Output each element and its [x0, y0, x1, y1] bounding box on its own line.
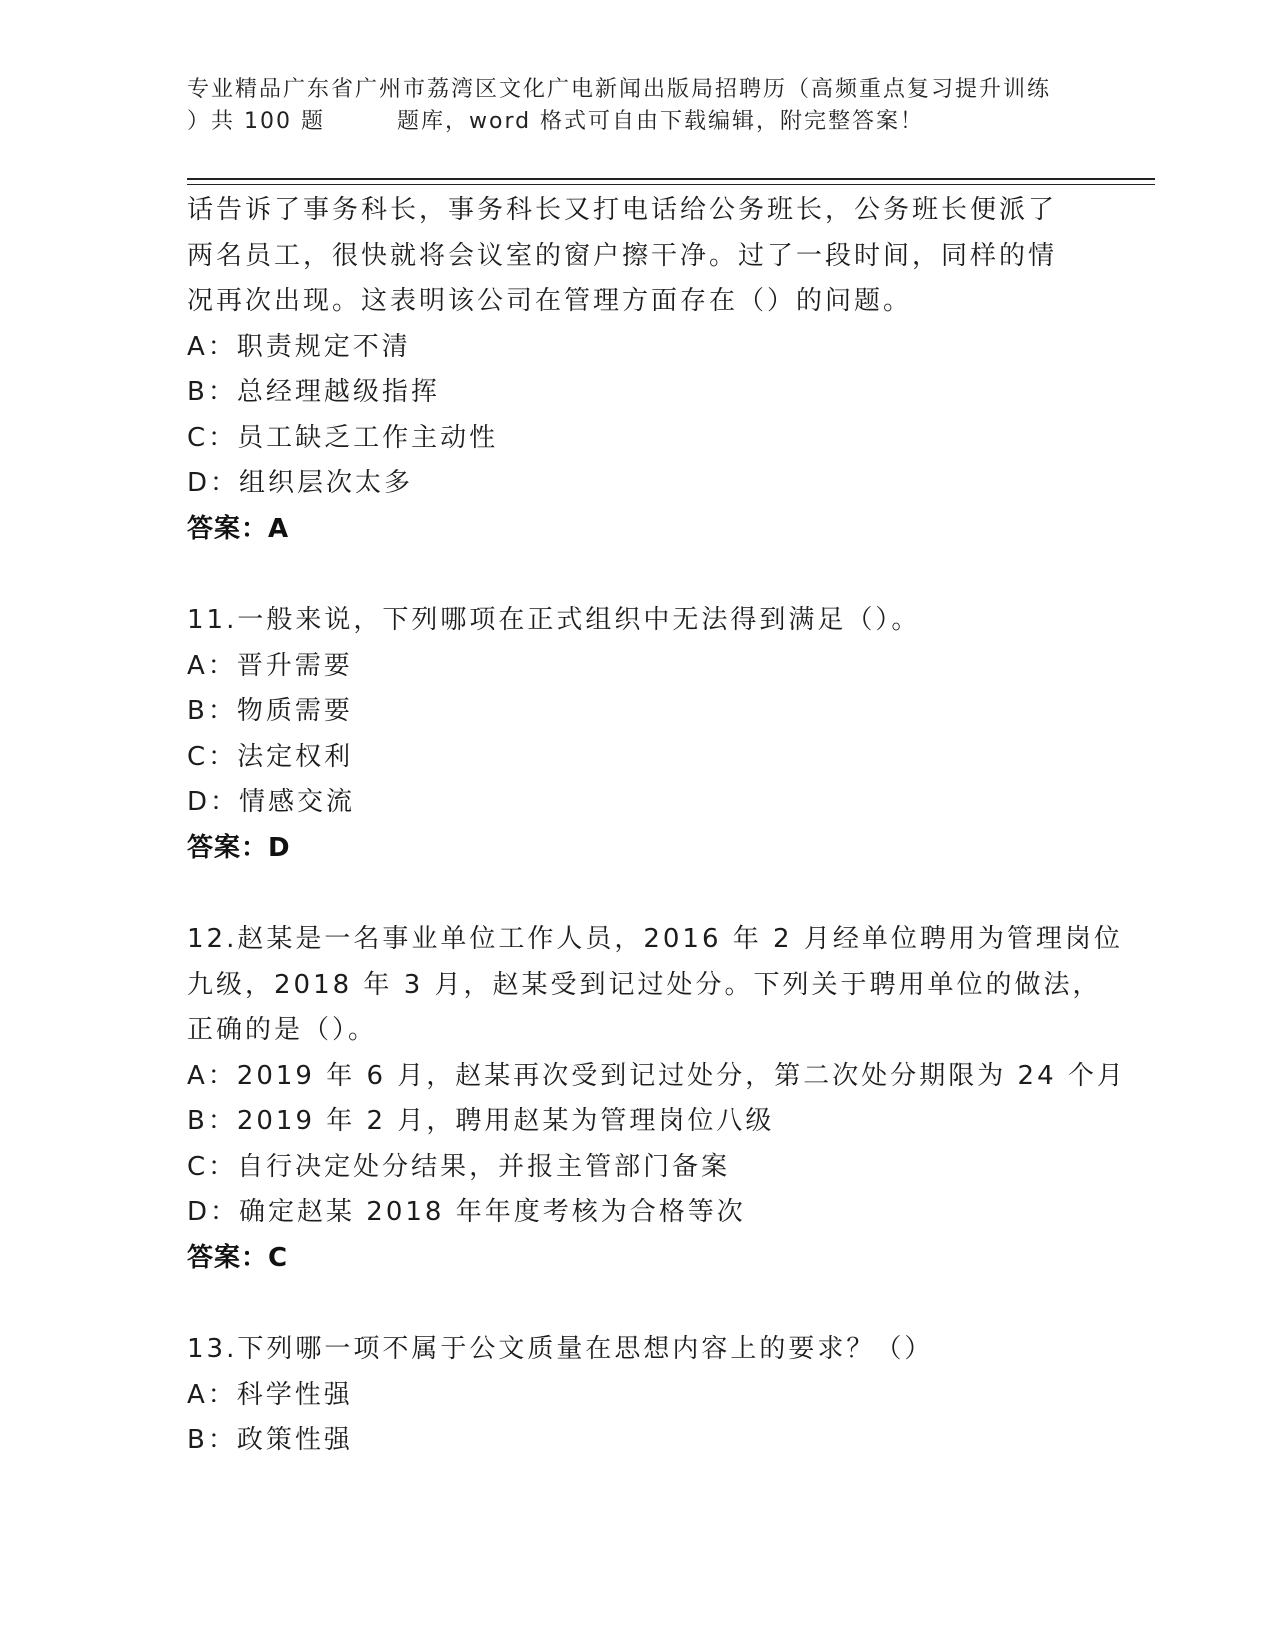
option-b: B：总经理越级指挥 — [187, 377, 440, 407]
header-rule-thick — [187, 178, 1155, 180]
option-c: C：员工缺乏工作主动性 — [187, 422, 499, 453]
question-stem: 况再次出现。这表明该公司在管理方面存在（）的问题。 — [187, 286, 913, 316]
option-a: A：职责规定不清 — [187, 331, 411, 362]
answer-line: 答案：A — [187, 513, 290, 544]
answer-line: 答案：C — [187, 1242, 289, 1273]
option-c: C：法定权利 — [187, 741, 354, 772]
header-note: 题库，word 格式可自由下载编辑，附完整答案！ — [396, 109, 925, 134]
header-count: ）共 100 题 — [187, 109, 325, 134]
question-stem: 九级，2018 年 3 月，赵某受到记过处分。下列关于聘用单位的做法， — [187, 969, 1102, 1000]
option-a: A：2019 年 6 月，赵某再次受到记过处分，第二次处分期限为 24 个月 — [187, 1060, 1126, 1091]
option-b: B：政策性强 — [187, 1425, 353, 1455]
question-stem: 12.赵某是一名事业单位工作人员，2016 年 2 月经单位聘用为管理岗位 — [187, 924, 1123, 954]
question-stem: 正确的是（）。 — [187, 1015, 378, 1045]
question-block — [187, 917, 1147, 1281]
question-block — [187, 1327, 1147, 1464]
option-b: B：物质需要 — [187, 696, 353, 726]
option-d: D：情感交流 — [187, 787, 356, 817]
question-list — [187, 188, 1147, 1464]
option-d: D：确定赵某 2018 年年度考核为合格等次 — [187, 1197, 746, 1227]
answer-line: 答案：D — [187, 832, 291, 863]
page-header — [187, 74, 1087, 138]
question-stem: 13.下列哪一项不属于公文质量在思想内容上的要求？（） — [187, 1334, 934, 1364]
option-a: A：晋升需要 — [187, 650, 353, 681]
question-stem: 11.一般来说，下列哪项在正式组织中无法得到满足（）。 — [187, 605, 921, 635]
header-line-2 — [187, 106, 1087, 138]
question-stem: 话告诉了事务科长，事务科长又打电话给公务班长，公务班长便派了 — [187, 195, 1058, 225]
option-d: D：组织层次太多 — [187, 468, 414, 498]
header-rule-thin — [187, 184, 1155, 185]
option-a: A：科学性强 — [187, 1379, 353, 1410]
option-c: C：自行决定处分结果，并报主管部门备案 — [187, 1151, 731, 1182]
question-block — [187, 188, 1147, 552]
question-block — [187, 598, 1147, 871]
question-stem: 两名员工，很快就将会议室的窗户擦干净。过了一段时间，同样的情 — [187, 240, 1058, 271]
header-line-1: 专业精品广东省广州市荔湾区文化广电新闻出版局招聘历（高频重点复习提升训练 — [187, 77, 1052, 102]
option-b: B：2019 年 2 月，聘用赵某为管理岗位八级 — [187, 1106, 775, 1136]
